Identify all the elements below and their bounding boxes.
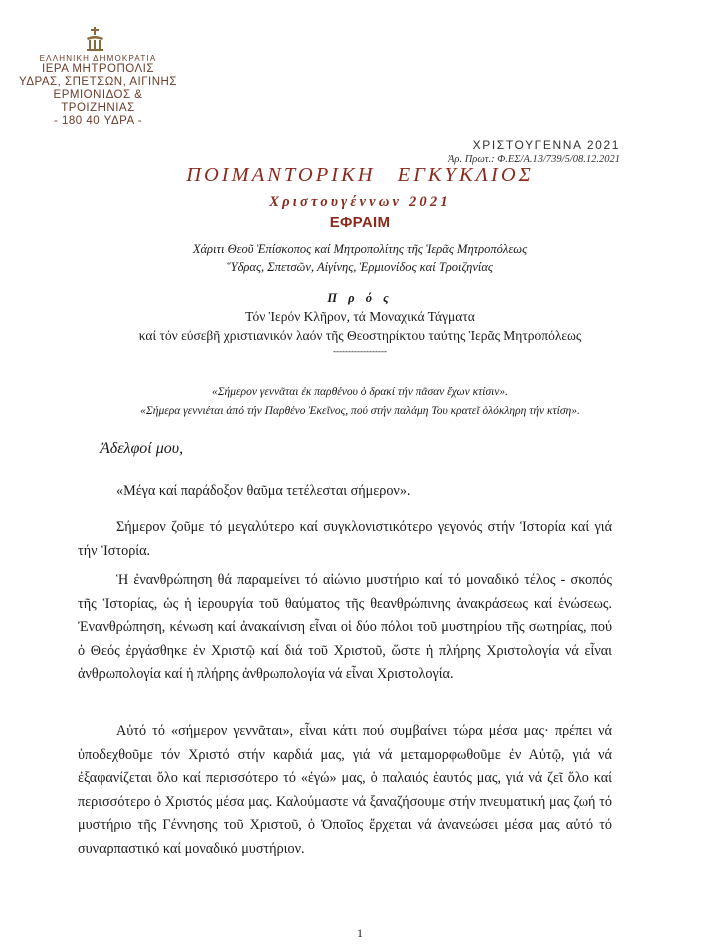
letterhead-region-2: ΕΡΜΙΟΝΙΔΟΣ & ΤΡΟΙΖΗΝΙΑΣ [53, 89, 143, 114]
letterhead-address: - 180 40 ΥΔΡΑ - [53, 115, 143, 127]
epigraph-line-2: «Σήμερα γεννιέται ἀπό τήν Παρθένο Ἐκεῖνος, πού στήν παλάμη Του κρατεῖ ὁλόκληρη τήν κτίση». [140, 405, 580, 417]
page-number: 1 [357, 926, 363, 940]
letterhead-region-1: ΥΔΡΑΣ, ΣΠΕΤΣΩΝ, ΑΙΓΙΝΗΣ [19, 76, 177, 88]
recipients-line-1: Τόν Ἱερόν Κλῆρον, τά Μοναχικά Τάγματα [245, 309, 475, 324]
divider: ------------------ [333, 346, 387, 356]
protocol-number: Ἀρ. Πρωτ.: Φ.ΕΣ/Α.13/739/5/08.12.2021 [448, 154, 620, 165]
paragraph-4: Αὐτό τό «σήμερον γεννᾶται», εἶναι κάτι πού συμβαίνει τώρα μέσα μας· πρέπει νά ὑποδεχθοῦμε τόν Χριστό στήν καρδιά μας, γιά νά μεταμορφωθοῦμε ἐν Αὐτῷ, γιά νά ἐξαφανίζεται ὅλο καί περισσότερο τό «ἐγώ» μας, ὁ παλαιός ἑαυτός μας, γιά νά ζεῖ ὅλο καί περισσότερο ὁ Χριστός μέσα μας. Καλούμαστε νά ξαναζήσουμε στήν πνευματική μας ζωή τό μυστήριο τῆς Γέννησης τοῦ Χριστοῦ, ὁ Ὁποῖος ἔρχεται νά ἀνανεώσει μέσα μας αὐτό τό συναρπαστικό καί μοναδικό μυστήριον. [78, 723, 612, 857]
letterhead-republic: ΕΛΛΗΝΙΚΗ ΔΗΜΟΚΡΑΤΙΑ [39, 54, 157, 63]
epigraph [0, 383, 720, 421]
document-meta [448, 138, 620, 165]
recipients-line-2: καί τόν εὐσεβῆ χριστιανικόν λαόν τῆς Θεοστηρίκτου ταύτης Ἱερᾶς Μητροπόλεως [138, 328, 582, 343]
paragraph-3: Ἡ ἐνανθρώπηση θά παραμείνει τό αἰώνιο μυστήριο καί τό μοναδικό τέλος - σκοπός τῆς Ἱστορίας, ὡς ἡ ἱερουργία τοῦ θαύματος τῆς θεανθρώπινης ἀνακράσεως καί ἑνώσεως. Ἐνανθρώπηση, κένωση καί ἀνακαίνιση εἶναι οἱ δύο πόλοι τοῦ μυστηρίου τῆς σωτηρίας, πού ὁ Θεός ἐργάσθηκε ἐν Χριστῷ καί διά τοῦ Χριστοῦ, ὥστε ἡ πλήρης Χριστολογία νά εἶναι ἀνθρωπολογία καί ἡ πλήρης ἀνθρωπολογία νά εἶναι Χριστολογία. [78, 572, 612, 683]
author-title-line-2: Ὕδρας, Σπετσῶν, Αἰγίνης, Ἑρμιονίδος καί Τροιζηνίας [226, 260, 493, 274]
letterhead-metropolis: ΙΕΡΑ ΜΗΤΡΟΠΟΛΙΣ [42, 63, 154, 75]
paragraph-2: Σήμερον ζοῦμε τό μεγαλύτερο καί συγκλονιστικότερο γεγονός στήν Ἱστορία καί γιά τήν Ἱστορία. [78, 519, 612, 559]
cross-emblem-icon [84, 26, 106, 52]
salutation: Ἀδελφοί μου, [100, 440, 184, 457]
occasion-label: ΧΡΙΣΤΟΥΓΕΝΝΑ 2021 [472, 138, 620, 152]
author-name: ΕΦΡΑΙΜ [329, 214, 391, 231]
page-title: ΠΟΙΜΑΝΤΟΡΙΚΗ ΕΓΚΥΚΛΙΟΣ [186, 164, 534, 186]
author-title-line-1: Χάριτι Θεοῦ Ἐπίσκοπος καί Μητροπολίτης τῆς Ἱερᾶς Μητροπόλεως [192, 242, 528, 256]
recipients [0, 307, 720, 345]
letterhead [18, 54, 178, 128]
paragraph-1: «Μέγα καί παράδοξον θαῦμα τετέλεσται σήμερον». [116, 483, 411, 499]
addressee-label: Π ρ ό ς [327, 291, 393, 305]
page-subtitle: Χριστουγέννων 2021 [269, 194, 451, 210]
epigraph-line-1: «Σήμερον γεννᾶται ἐκ παρθένου ὁ δρακί τήν πᾶσαν ἔχων κτίσιν». [211, 386, 509, 398]
author-title [0, 240, 720, 276]
